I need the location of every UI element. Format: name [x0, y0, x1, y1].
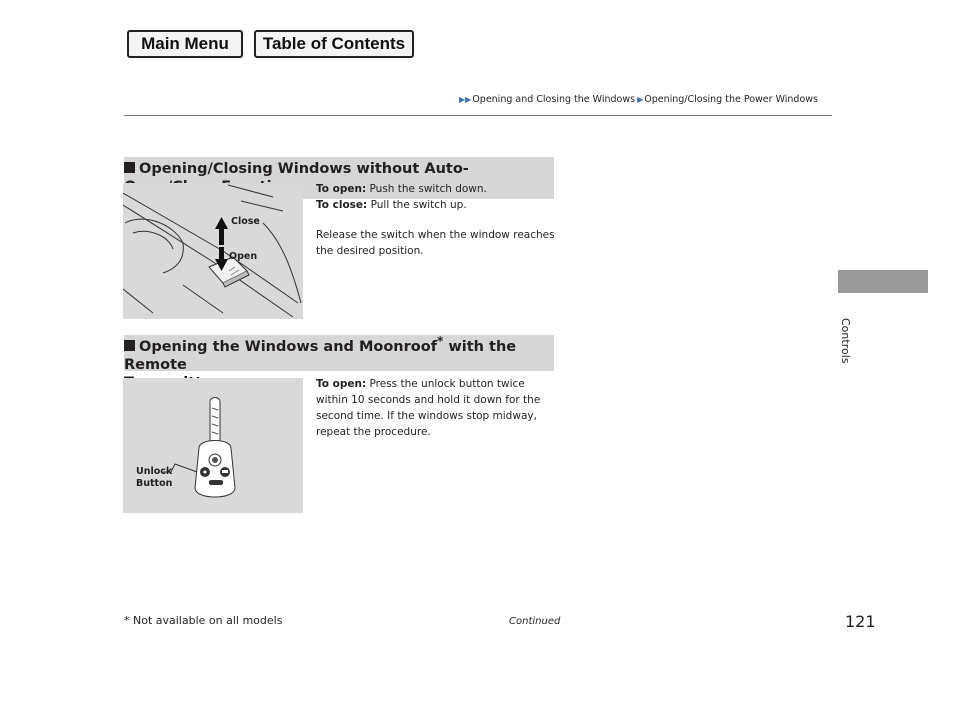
section-title: Opening the Windows and Moonroof — [139, 339, 438, 355]
header-rule — [124, 115, 832, 116]
close-label: Close — [231, 216, 260, 227]
unlock-label-line2: Button — [136, 478, 173, 489]
window-switch-illustration — [123, 183, 303, 319]
open-label-text: To open: — [316, 378, 367, 390]
window-switch-drawing — [123, 183, 303, 319]
remote-transmitter-illustration — [123, 378, 303, 513]
section-heading-remote — [124, 335, 554, 371]
main-menu-button[interactable]: Main Menu — [127, 30, 243, 58]
open-label-text: To open: — [316, 183, 367, 195]
footnote: * Not available on all models — [124, 614, 283, 627]
close-label-text: To close: — [316, 199, 368, 211]
continued-label: Continued — [509, 616, 561, 627]
breadcrumb — [459, 94, 818, 105]
section-title-suffix: with the Remote — [124, 339, 517, 373]
square-bullet-icon — [124, 340, 135, 351]
table-of-contents-button[interactable]: Table of Contents — [254, 30, 414, 58]
unlock-button-label — [136, 466, 172, 490]
breadcrumb-arrow-icon: ▶ — [637, 95, 644, 104]
open-remote-instruction: Press the unlock button twice within 10 seconds and hold it down for the second time. If the windows stop midway, repeat the procedure. — [316, 378, 541, 438]
close-instruction: Pull the switch up. — [370, 199, 467, 211]
footnote-marker: * — [437, 334, 444, 349]
open-label: Open — [229, 251, 258, 262]
open-instruction: Push the switch down. — [369, 183, 487, 195]
side-tab[interactable] — [838, 270, 928, 293]
section2-body — [316, 376, 554, 440]
breadcrumb-arrow-icon: ▶▶ — [459, 95, 472, 104]
breadcrumb-link-windows[interactable]: Opening and Closing the Windows — [472, 94, 636, 105]
side-tab-label: Controls — [839, 318, 852, 364]
section1-body — [316, 181, 561, 259]
unlock-label-line1: Unlock — [136, 466, 173, 477]
remote-transmitter-drawing — [123, 378, 303, 513]
square-bullet-icon — [124, 162, 135, 173]
release-instruction: Release the switch when the window reaches the desired position. — [316, 229, 555, 257]
page-number: 121 — [845, 612, 876, 631]
section-title: Opening/Closing Windows without Auto- — [139, 161, 469, 177]
breadcrumb-link-power-windows[interactable]: Opening/Closing the Power Windows — [644, 94, 818, 105]
